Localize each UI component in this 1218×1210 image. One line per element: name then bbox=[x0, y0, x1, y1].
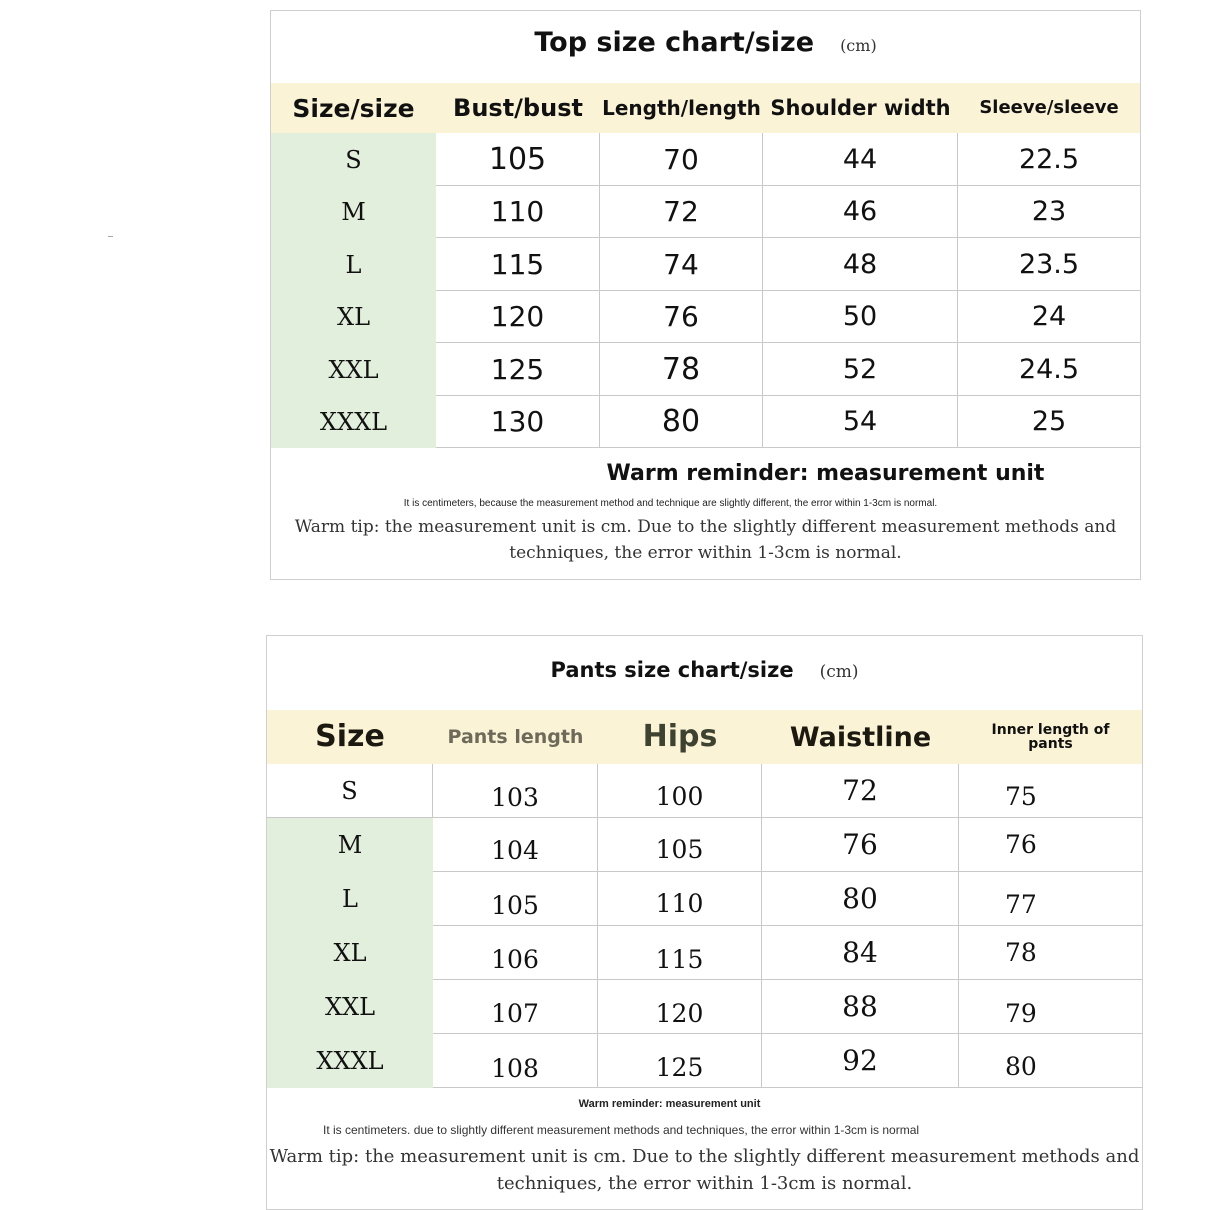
size-cell: S bbox=[271, 133, 436, 186]
waistline-cell: 76 bbox=[762, 818, 959, 872]
waistline-cell: 72 bbox=[762, 764, 959, 818]
warm-tip-line1: Warm tip: the measurement unit is cm. Due to the slightly different measurement methods and bbox=[294, 517, 1117, 537]
table-row bbox=[267, 1034, 1142, 1088]
top-chart-notes bbox=[271, 461, 1140, 566]
hips-cell: 100 bbox=[598, 764, 762, 818]
header-length: Length/length bbox=[602, 96, 761, 120]
size-cell: XXXL bbox=[267, 1034, 433, 1088]
length-cell: 72 bbox=[600, 186, 763, 238]
header-bust: Bust/bust bbox=[453, 94, 583, 122]
size-cell: M bbox=[267, 818, 433, 872]
pants-length-cell: 107 bbox=[433, 980, 598, 1034]
shoulder-cell: 46 bbox=[763, 186, 958, 238]
waistline-cell: 80 bbox=[762, 872, 959, 926]
header-sleeve: Sleeve/sleeve bbox=[979, 97, 1119, 118]
length-cell: 80 bbox=[600, 396, 763, 448]
pants-length-cell: 103 bbox=[433, 764, 598, 818]
hips-cell: 115 bbox=[598, 926, 762, 980]
bust-cell: 120 bbox=[436, 291, 600, 343]
header-inner-length: Inner length of pants bbox=[991, 722, 1110, 752]
bust-cell: 105 bbox=[436, 133, 600, 186]
inner-length-cell: 79 bbox=[959, 980, 1142, 1034]
top-chart-title: Top size chart/size bbox=[534, 27, 815, 58]
size-cell: L bbox=[271, 238, 436, 291]
length-cell: 74 bbox=[600, 238, 763, 291]
warm-tip-line2: techniques, the error within 1-3cm is normal. bbox=[509, 542, 902, 563]
table-row bbox=[267, 980, 1142, 1034]
pants-length-cell: 104 bbox=[433, 818, 598, 872]
top-chart-body bbox=[271, 133, 1140, 448]
table-row bbox=[267, 872, 1142, 926]
header-pants-length: Pants length bbox=[447, 725, 584, 748]
hips-cell: 110 bbox=[598, 872, 762, 926]
size-cell: XXXL bbox=[271, 396, 436, 448]
table-row bbox=[267, 926, 1142, 980]
shoulder-cell: 54 bbox=[763, 396, 958, 448]
size-cell: XXL bbox=[267, 980, 433, 1034]
pants-chart-notes bbox=[267, 1098, 1142, 1197]
sleeve-cell: 23 bbox=[958, 186, 1140, 238]
pants-chart-header-row bbox=[267, 710, 1142, 764]
pants-chart-title-row bbox=[267, 658, 1142, 682]
pants-size-chart bbox=[266, 635, 1143, 1210]
sleeve-cell: 25 bbox=[958, 396, 1140, 448]
warm-tip bbox=[267, 1143, 1142, 1197]
reminder-detail: It is centimeters, because the measurement method and technique are slightly different, the error within 1-3cm is normal. bbox=[403, 498, 938, 509]
table-row bbox=[267, 818, 1142, 872]
pants-length-cell: 105 bbox=[433, 872, 598, 926]
sleeve-cell: 24.5 bbox=[958, 343, 1140, 396]
inner-length-cell: 80 bbox=[959, 1034, 1142, 1088]
size-cell: XL bbox=[271, 291, 436, 343]
header-shoulder-width: Shoulder width bbox=[770, 95, 951, 120]
table-row bbox=[271, 133, 1140, 186]
header-hips: Hips bbox=[642, 719, 718, 754]
waistline-cell: 88 bbox=[762, 980, 959, 1034]
top-size-chart bbox=[270, 10, 1141, 580]
length-cell: 76 bbox=[600, 291, 763, 343]
sleeve-cell: 22.5 bbox=[958, 133, 1140, 186]
warm-tip bbox=[271, 515, 1140, 566]
inner-length-cell: 78 bbox=[959, 926, 1142, 980]
table-row bbox=[271, 291, 1140, 343]
bust-cell: 125 bbox=[436, 343, 600, 396]
waistline-cell: 84 bbox=[762, 926, 959, 980]
warm-tip-line1: Warm tip: the measurement unit is cm. Due to the slightly different measurement methods and bbox=[269, 1146, 1140, 1167]
header-size: Size/size bbox=[292, 93, 415, 123]
inner-length-cell: 77 bbox=[959, 872, 1142, 926]
table-row bbox=[271, 238, 1140, 291]
header-size: Size bbox=[315, 719, 385, 754]
table-row bbox=[271, 396, 1140, 448]
reminder-heading: Warm reminder: measurement unit bbox=[578, 1098, 761, 1110]
inner-length-cell: 75 bbox=[959, 764, 1142, 818]
pants-chart-body bbox=[267, 764, 1142, 1088]
header-waistline: Waistline bbox=[789, 721, 932, 753]
table-row bbox=[267, 764, 1142, 818]
size-cell: S bbox=[267, 764, 433, 818]
reminder-detail: It is centimeters. due to slightly different measurement methods and techniques, the error within 1-3cm is normal bbox=[323, 1123, 920, 1137]
top-chart-unit: (cm) bbox=[840, 36, 877, 55]
pants-length-cell: 106 bbox=[433, 926, 598, 980]
hips-cell: 120 bbox=[598, 980, 762, 1034]
size-cell: L bbox=[267, 872, 433, 926]
pants-chart-title: Pants size chart/size bbox=[550, 658, 794, 682]
bust-cell: 110 bbox=[436, 186, 600, 238]
size-cell: XL bbox=[267, 926, 433, 980]
reminder-heading: Warm reminder: measurement unit bbox=[606, 461, 1045, 486]
hips-cell: 125 bbox=[598, 1034, 762, 1088]
inner-length-cell: 76 bbox=[959, 818, 1142, 872]
bust-cell: 130 bbox=[436, 396, 600, 448]
length-cell: 78 bbox=[600, 343, 763, 396]
table-row bbox=[271, 343, 1140, 396]
size-cell: XXL bbox=[271, 343, 436, 396]
table-row bbox=[271, 186, 1140, 238]
stray-mark bbox=[108, 236, 113, 237]
shoulder-cell: 48 bbox=[763, 238, 958, 291]
shoulder-cell: 44 bbox=[763, 133, 958, 186]
size-cell: M bbox=[271, 186, 436, 238]
length-cell: 70 bbox=[600, 133, 763, 186]
waistline-cell: 92 bbox=[762, 1034, 959, 1088]
pants-chart-unit: (cm) bbox=[819, 662, 859, 682]
shoulder-cell: 52 bbox=[763, 343, 958, 396]
hips-cell: 105 bbox=[598, 818, 762, 872]
top-chart-title-row bbox=[271, 27, 1140, 58]
bust-cell: 115 bbox=[436, 238, 600, 291]
sleeve-cell: 23.5 bbox=[958, 238, 1140, 291]
warm-tip-line2: techniques, the error within 1-3cm is normal. bbox=[496, 1173, 913, 1194]
shoulder-cell: 50 bbox=[763, 291, 958, 343]
top-chart-header-row bbox=[271, 83, 1140, 133]
sleeve-cell: 24 bbox=[958, 291, 1140, 343]
pants-length-cell: 108 bbox=[433, 1034, 598, 1088]
